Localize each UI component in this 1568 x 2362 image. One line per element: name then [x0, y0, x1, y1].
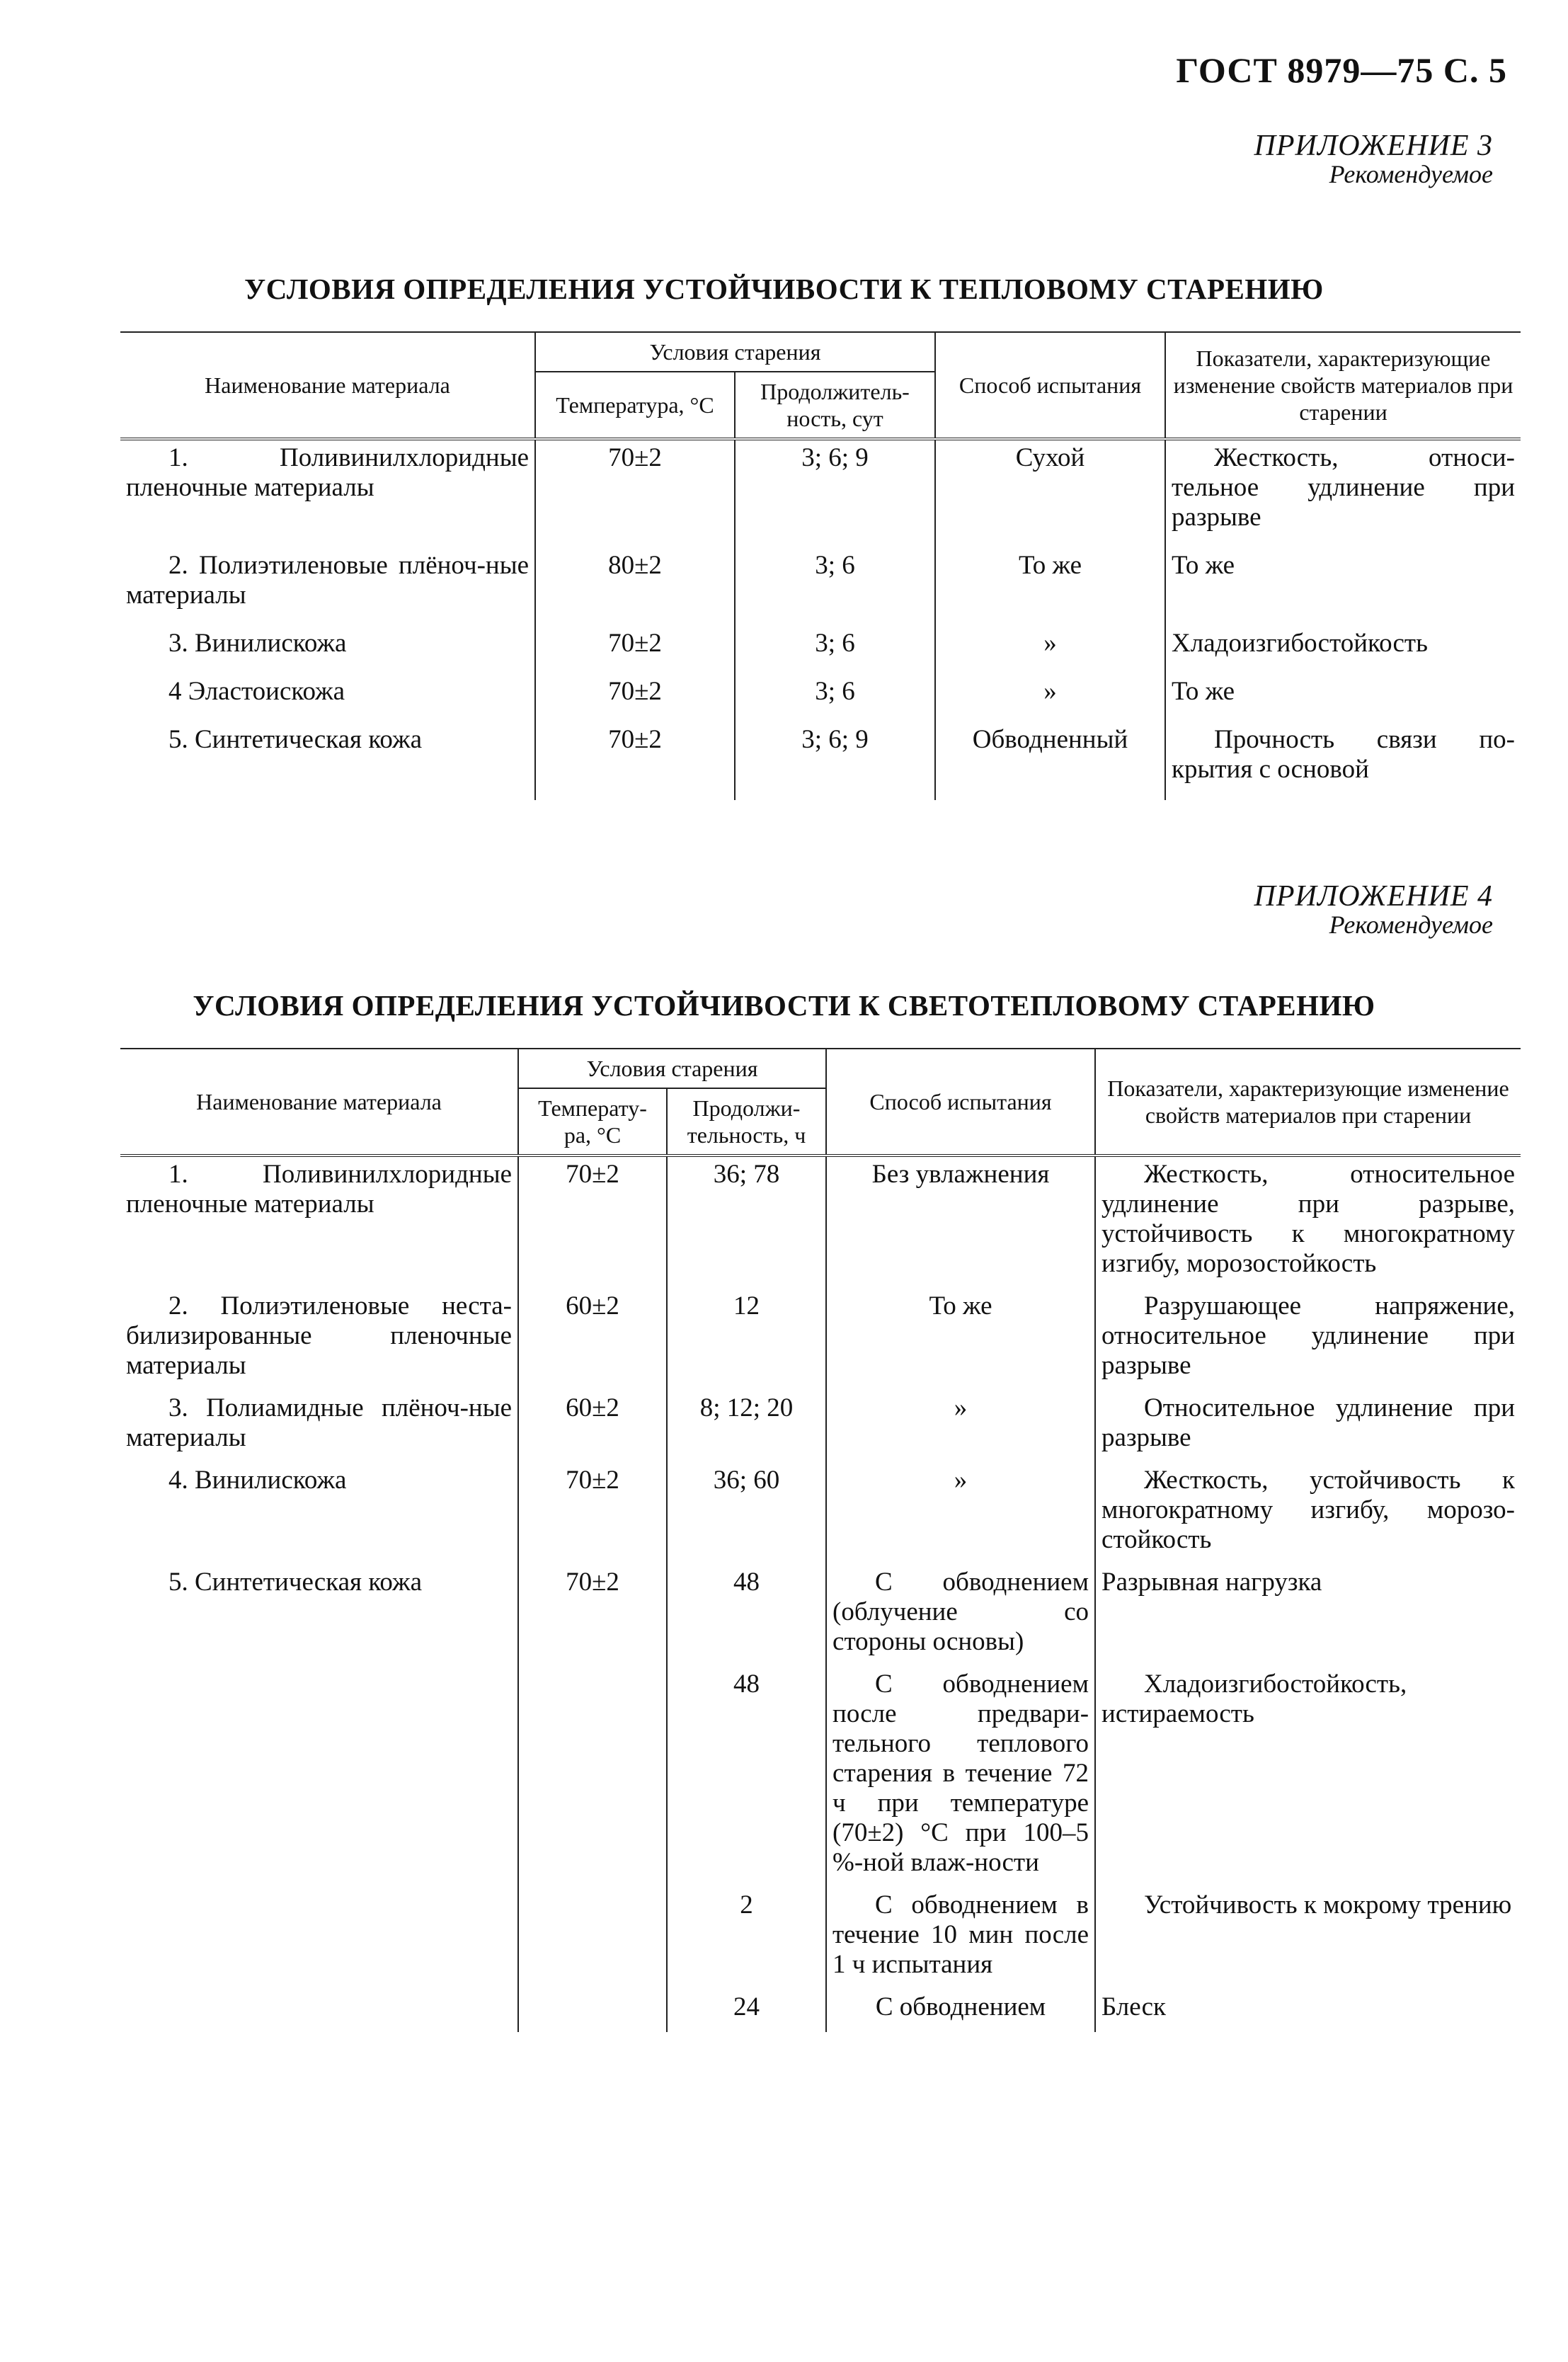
- cell-duration: 3; 6: [735, 626, 935, 674]
- cell-material: 2. Полиэтиленовые плёноч-ные материалы: [126, 551, 529, 610]
- cell-material: 3. Винилискожа: [168, 629, 347, 658]
- cell-indicators: Относительное удлинение при разрыве: [1095, 1391, 1521, 1463]
- cell-temperature: 60±2: [518, 1391, 667, 1463]
- cell-duration: 3; 6: [735, 674, 935, 722]
- th-conditions: Условия старения: [535, 332, 935, 372]
- cell-duration: 2: [667, 1888, 826, 1990]
- table-row: [120, 548, 1521, 626]
- cell-method: С обводнением в течение 10 мин после 1 ч испытания: [826, 1888, 1095, 1990]
- table-1-body: [120, 439, 1521, 800]
- cell-indicators: То же: [1165, 548, 1521, 626]
- cell-temperature: 70±2: [535, 439, 735, 548]
- appendix-4-title: ПРИЛОЖЕНИЕ 4: [1254, 880, 1493, 913]
- cell-temperature: 60±2: [518, 1289, 667, 1391]
- cell-method: С обводнением (облучение со стороны основы): [826, 1565, 1095, 1667]
- cell-material: [120, 1888, 518, 1990]
- cell-method: Без увлажнения: [826, 1156, 1095, 1289]
- cell-indicators: Хладоизгибостойкость, истираемость: [1095, 1667, 1521, 1888]
- cell-temperature: [518, 1888, 667, 1990]
- cell-duration: 12: [667, 1289, 826, 1391]
- table-2-title: УСЛОВИЯ ОПРЕДЕЛЕНИЯ УСТОЙЧИВОСТИ К СВЕТОТЕПЛОВОМУ СТАРЕНИЮ: [193, 989, 1375, 1022]
- cell-indicators: Жесткость, относительное удлинение при разрыве, устойчивость к многократному изгибу, морозостойкость: [1095, 1156, 1521, 1289]
- table-row: [120, 674, 1521, 722]
- cell-method: Обводненный: [935, 722, 1165, 800]
- cell-indicators: То же: [1165, 674, 1521, 722]
- table-row: [120, 1667, 1521, 1888]
- appendix-4-status: Рекомендуемое: [1329, 911, 1493, 940]
- cell-duration: 48: [667, 1667, 826, 1888]
- cell-duration: 36; 78: [667, 1156, 826, 1289]
- cell-temperature: [518, 1990, 667, 2032]
- th2-conditions: Условия старения: [518, 1049, 826, 1088]
- cell-method: С обводнением: [826, 1990, 1095, 2032]
- cell-duration: 36; 60: [667, 1463, 826, 1565]
- th2-duration: Продолжи-тельность, ч: [667, 1088, 826, 1156]
- th2-temperature: Температу-ра, °С: [518, 1088, 667, 1156]
- table-light-thermal-aging: [120, 1048, 1521, 2032]
- cell-material: 5. Синтетическая кожа: [168, 725, 422, 754]
- cell-method: »: [935, 626, 1165, 674]
- table-row: [120, 439, 1521, 548]
- cell-temperature: [518, 1667, 667, 1888]
- cell-temperature: 70±2: [535, 626, 735, 674]
- table-row: [120, 1391, 1521, 1463]
- cell-temperature: 70±2: [535, 674, 735, 722]
- cell-method: То же: [826, 1289, 1095, 1391]
- appendix-4-label: [1254, 881, 1493, 939]
- table-row: [120, 722, 1521, 800]
- cell-method: »: [935, 674, 1165, 722]
- cell-indicators: Жесткость, относи-тельное удлинение при разрыве: [1165, 439, 1521, 548]
- cell-material: 4 Эластоискожа: [168, 677, 345, 706]
- cell-material: 4. Винилискожа: [168, 1466, 347, 1495]
- th-indicators: Показатели, характеризующие изменение свойств материалов при старении: [1165, 332, 1521, 439]
- th2-method: Способ испытания: [826, 1049, 1095, 1156]
- cell-indicators: Хладоизгибостойкость: [1165, 626, 1521, 674]
- cell-method: То же: [935, 548, 1165, 626]
- cell-duration: 24: [667, 1990, 826, 2032]
- cell-material: 1. Поливинилхлоридные пленочные материалы: [126, 1160, 512, 1219]
- cell-duration: 3; 6; 9: [735, 439, 935, 548]
- table-thermal-aging: [120, 331, 1521, 800]
- cell-indicators: Устойчивость к мокрому трению: [1095, 1888, 1521, 1990]
- cell-duration: 3; 6; 9: [735, 722, 935, 800]
- cell-duration: 3; 6: [735, 548, 935, 626]
- th2-indicators: Показатели, характеризующие изменение свойств материалов при старении: [1095, 1049, 1521, 1156]
- cell-duration: 8; 12; 20: [667, 1391, 826, 1463]
- cell-material: 3. Полиамидные плёноч-ные материалы: [126, 1393, 512, 1452]
- cell-indicators: Разрывная нагрузка: [1095, 1565, 1521, 1667]
- cell-material: 5. Синтетическая кожа: [168, 1568, 422, 1597]
- cell-method: Сухой: [935, 439, 1165, 548]
- cell-duration: 48: [667, 1565, 826, 1667]
- th-temperature: Температура, °С: [535, 372, 735, 439]
- page-header: ГОСТ 8979—75 С. 5: [1176, 50, 1507, 90]
- cell-material: 2. Полиэтиленовые неста-билизированные пленочные материалы: [126, 1291, 512, 1380]
- appendix-3-status: Рекомендуемое: [1329, 160, 1493, 189]
- cell-temperature: 70±2: [535, 722, 735, 800]
- table-row: [120, 626, 1521, 674]
- cell-temperature: 80±2: [535, 548, 735, 626]
- cell-method: С обводнением после предвари-тельного теплового старения в течение 72 ч при температуре (70±2) °С при 100–5 %-ной влаж-ности: [826, 1667, 1095, 1888]
- table-1-title: УСЛОВИЯ ОПРЕДЕЛЕНИЯ УСТОЙЧИВОСТИ К ТЕПЛОВОМУ СТАРЕНИЮ: [244, 273, 1324, 305]
- cell-method: »: [826, 1463, 1095, 1565]
- table-row: [120, 1565, 1521, 1667]
- th-duration: Продолжитель-ность, сут: [735, 372, 935, 439]
- cell-indicators: Блеск: [1095, 1990, 1521, 2032]
- appendix-3-label: [1254, 130, 1493, 188]
- table-row: [120, 1289, 1521, 1391]
- th-method: Способ испытания: [935, 332, 1165, 439]
- table-row: [120, 1463, 1521, 1565]
- cell-indicators: Прочность связи по-крытия с основой: [1165, 722, 1521, 800]
- table-row: [120, 1990, 1521, 2032]
- cell-temperature: 70±2: [518, 1463, 667, 1565]
- cell-material: 1. Поливинилхлоридные пленочные материалы: [126, 443, 529, 502]
- th2-material: Наименование материала: [196, 1089, 442, 1114]
- cell-material: [120, 1667, 518, 1888]
- cell-material: [120, 1990, 518, 2032]
- cell-temperature: 70±2: [518, 1565, 667, 1667]
- cell-method: »: [826, 1391, 1095, 1463]
- cell-indicators: Жесткость, устойчивость к многократному изгибу, морозо-стойкость: [1095, 1463, 1521, 1565]
- table-row: [120, 1888, 1521, 1990]
- table-row: [120, 1156, 1521, 1289]
- appendix-3-title: ПРИЛОЖЕНИЕ 3: [1254, 130, 1493, 162]
- cell-indicators: Разрушающее напряжение, относительное удлинение при разрыве: [1095, 1289, 1521, 1391]
- table-2-body: [120, 1156, 1521, 2032]
- cell-temperature: 70±2: [518, 1156, 667, 1289]
- th-material: Наименование материала: [205, 372, 450, 398]
